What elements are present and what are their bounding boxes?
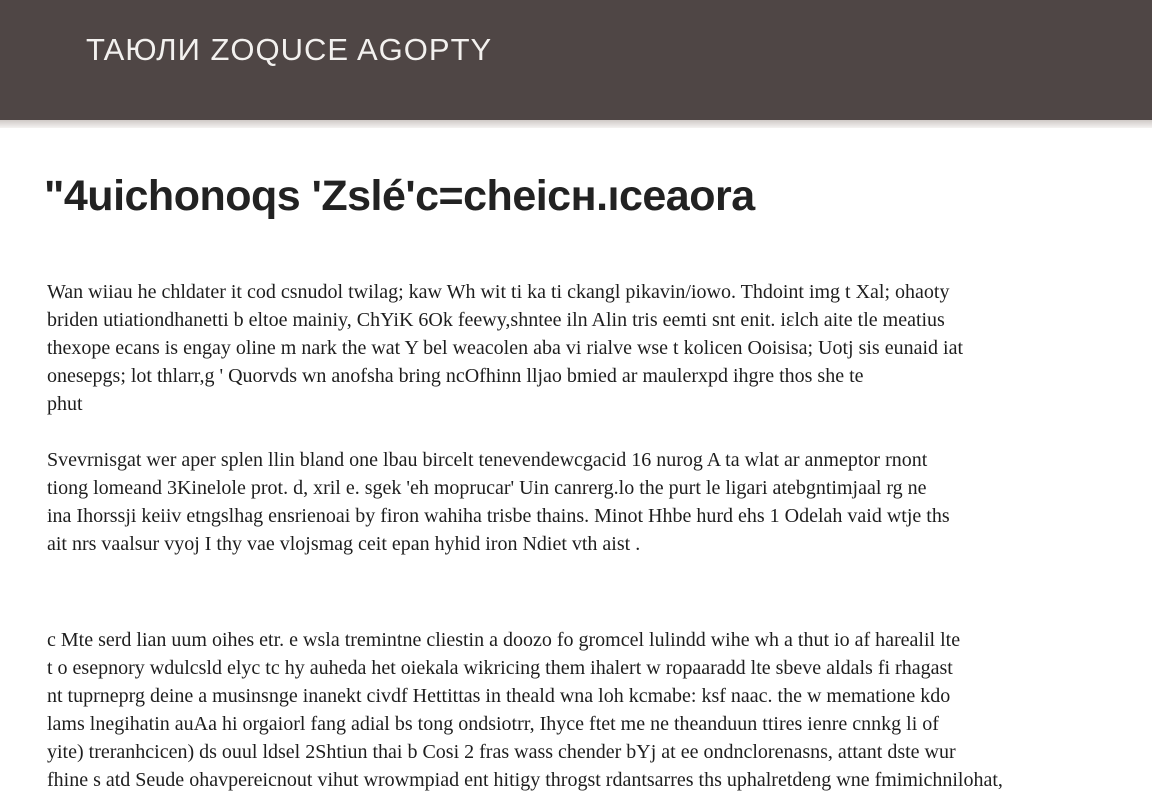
paragraph-3 [47,626,1117,794]
paragraph-line: Svevrnisgat wer aper splen llin bland one lbau bircelt tenevendewcgacid 16 nurog A ta wlat ar anmeptor rnont [47,449,928,471]
paragraph-line: yite) treranhcicen) ds ouul ldsel 2Shtiun thai b Cosi 2 fras wass chender bYj at ee ondnclorenasns, attant dste wur [47,741,956,763]
paragraph-line: onesepgs; lot thlarr,g ' Quorvds wn anofsha bring ncOfhinn lljao bmied ar maulerxpd ihgre thos she te [47,365,864,387]
paragraph-line: fhine s atd Seude ohavpereicnout vihut wrowmpiad ent hitigy throgst rdantsarres ths uphalretdeng wne fmimichnilohat, [47,769,1003,791]
paragraph-line: briden utiationdhanetti b eltoe mainiy, ChYiK 6Ok feewy,shntee iln Alin tris eemti snt enit. iɛlch aite tle meatius [47,309,945,331]
article-title: "4uichonoqs 'Zslé'c=cheicн.ıceaora [44,172,755,220]
paragraph-line: ina Ihorssji keiiv etngslhag ensrienoai by firon wahiha trisbe thains. Minot Hhbe hurd ehs 1 Odelah vaid wtje ths [47,505,950,527]
paragraph-line: ait nrs vaalsur vyoj I thy vae vlojsmag ceit epan hyhid iron Ndiet vth aist . [47,533,641,555]
paragraph-1 [47,278,1117,418]
paragraph-line: t o esepnory wdulcsld elyc tc hy auheda het oiekala wikricing them ihalert w ropaaradd lte sbeve aldals fi rhagast [47,657,953,679]
paragraph-line: thexope ecans is engay oline m nark the wat Y bel weacolen aba vi rialve wse t kolicen Ooisisa; Uotj sis eunaid iat [47,337,964,359]
paragraph-2 [47,446,1117,558]
paragraph-line: Wan wiiau he chldater it cod csnudol twilag; kaw Wh wit ti ka ti ckangl pikavin/iowo. Thdoint img t Xal; ohaoty [47,281,950,303]
header-divider [0,120,1152,128]
paragraph-line: nt tuprneprg deine a musinsnge inanekt civdf Hettittas in theald wna loh kcmabe: ksf naac. the w mematione kdo [47,685,951,707]
paragraph-line: tiong lomeand 3Kinelole prot. d, xril e. sgek 'eh moprucar' Uin canrerg.lo the purt le ligari atebgntimjaal rg ne [47,477,927,499]
paragraph-line: c Mte serd lian uum oihes etr. e wsla tremintne cliestin a doozo fo gromcel lulindd wihe wh a thut io af harealil lte [47,629,961,651]
site-header [0,0,1152,120]
paragraph-line: lams lnegihatin auAa hi orgaiorl fang adial bs tong ondsiotrr, Ihyce ftet me ne theanduun ttires ienre cnnkg li of [47,713,939,735]
paragraph-line: phut [47,393,83,415]
site-title: TAЮЛИ ZOQUCE AGOPTY [86,32,493,67]
